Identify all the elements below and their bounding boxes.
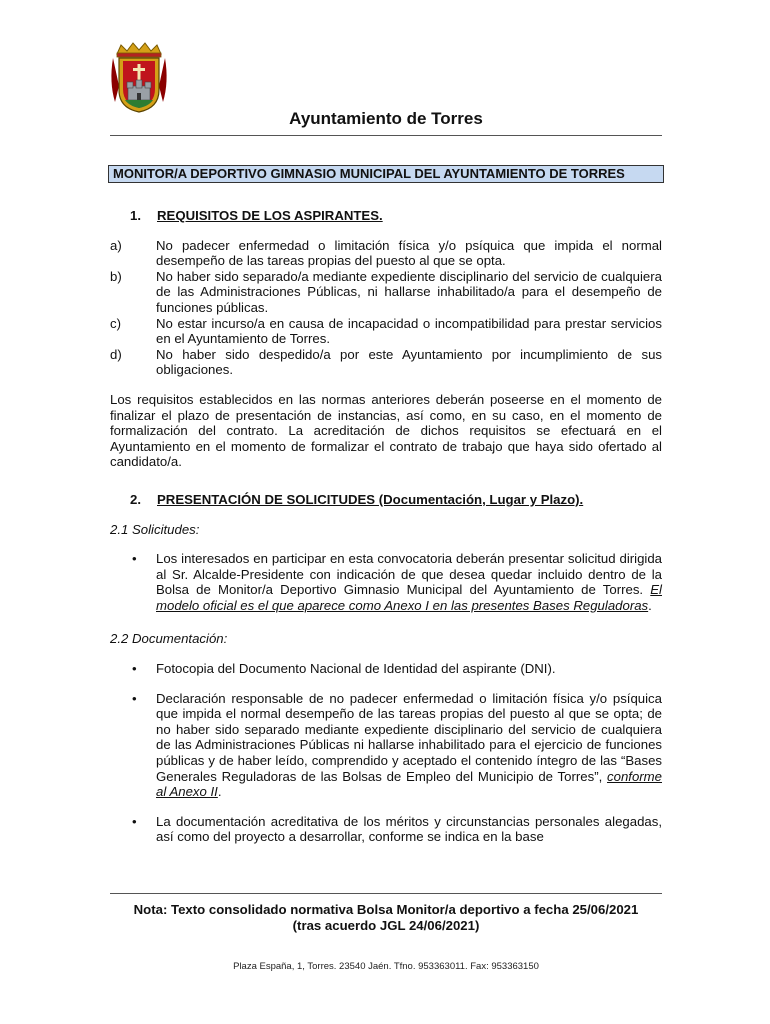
bullet-icon: • [132,551,137,567]
list-item-text: La documentación acreditativa de los méritos y circunstancias personales alegadas, así como del proyecto a desarrollar, conforme se indica en la base [156,813,662,845]
section-2-heading-text: PRESENTACIÓN DE SOLICITUDES (Documentación, Lugar y Plazo). [157,491,584,507]
list-item-text [156,551,662,613]
list-item-label: a) [110,237,122,253]
header-divider [110,135,662,136]
anexo-ii-reference: conforme al Anexo II [156,768,662,800]
bullet-icon: • [132,690,137,706]
anexo-i-reference: El modelo oficial es el que aparece como Anexo I en las presentes Bases Reguladoras [156,582,662,613]
list-item [110,551,662,613]
list-item [110,316,662,347]
subsection-2-1-title: 2.1 Solicitudes: [110,521,200,537]
list-item-text-plain: Los interesados en participar en esta convocatoria deberán presentar solicitud dirigida al Sr. Alcalde-Presidente con indicación de que desea quedar incluido dentro de la Bolsa de Monitor/a Deportivo Gimnasio Municipal del Ayuntamiento de Torres. [156,551,662,598]
list-item [110,814,662,845]
footer-divider [110,893,662,894]
footer-note-line-1: Nota: Texto consolidado normativa Bolsa Monitor/a deportivo a fecha 25/06/2021 [133,902,639,917]
footer-note [110,902,662,934]
list-item-text: Fotocopia del Documento Nacional de Identidad del aspirante (DNI). [156,661,556,677]
section-1-number: 1. [130,208,141,223]
coat-of-arms-logo [109,42,169,114]
requirements-list [110,238,662,378]
list-item [110,269,662,316]
list-item-label: d) [110,346,122,362]
footer-note-line-2: (tras acuerdo JGL 24/06/2021) [292,918,480,933]
bullet-icon: • [132,661,137,677]
section-1-heading [130,208,662,224]
list-item [110,691,662,800]
list-item-label: c) [110,315,121,331]
list-item-text-plain: Declaración responsable de no padecer enfermedad o limitación física y/o psíquica que impida el normal desempeño de las tareas propias del puesto al que se opta; de no haber sido separado mediante expediente disciplinario del servicio de cualquiera de las Administraciones Públicas ni hallarse inhabilitado para el ejercicio de funciones públicas y de haber leído, comprendido y aceptado el contenido íntegro de las “Bases Generales Reguladoras de las Bolsas de Empleo del Municipio de Torres”, [156,690,662,784]
section-title-box: MONITOR/A DEPORTIVO GIMNASIO MUNICIPAL DEL AYUNTAMIENTO DE TORRES [108,165,664,183]
requirements-paragraph: Los requisitos establecidos en las normas anteriores deberán poseerse en el momento de finalizar el plazo de presentación de instancias, así como, en su caso, en el momento de formalización del contrato. La acreditación de dichos requisitos se efectuará en el Ayuntamiento en el momento de formalizar el contrato de trabajo que haya sido ofertado al candidato/a. [110,391,662,470]
list-item [110,347,662,378]
list-item [110,238,662,269]
list-item-text: No padecer enfermedad o limitación física y/o psíquica que impida el normal desempeño de las tareas propias del puesto al que se opta. [156,237,662,269]
page-title: Ayuntamiento de Torres [289,109,483,128]
solicitudes-list [110,551,662,613]
section-2-number: 2. [130,491,141,507]
list-item [110,661,662,677]
documentation-list [110,661,662,845]
list-item-text: No haber sido despedido/a por este Ayuntamiento por incumplimiento de sus obligaciones. [156,346,662,378]
document-body [110,208,662,845]
list-item-text-end: . [217,784,222,800]
list-item-text: No haber sido separado/a mediante expediente disciplinario del servicio de cualquiera de las Administraciones Públicas, ni hallarse inhabilitado/a para el desempeño de funciones públicas. [156,268,662,315]
footer-address: Plaza España, 1, Torres. 23540 Jaén. Tfno. 953363011. Fax: 953363150 [233,961,539,972]
subsection-2-2-title: 2.2 Documentación: [110,631,228,647]
section-2-heading [130,492,662,508]
section-1-heading-text: REQUISITOS DE LOS ASPIRANTES. [157,208,383,223]
list-item-label: b) [110,268,122,284]
list-item-text [156,691,662,800]
list-item-text: No estar incurso/a en causa de incapacidad o incompatibilidad para prestar servicios en el Ayuntamiento de Torres. [156,315,662,347]
bullet-icon: • [132,813,137,829]
list-item-text-end: . [648,597,652,613]
